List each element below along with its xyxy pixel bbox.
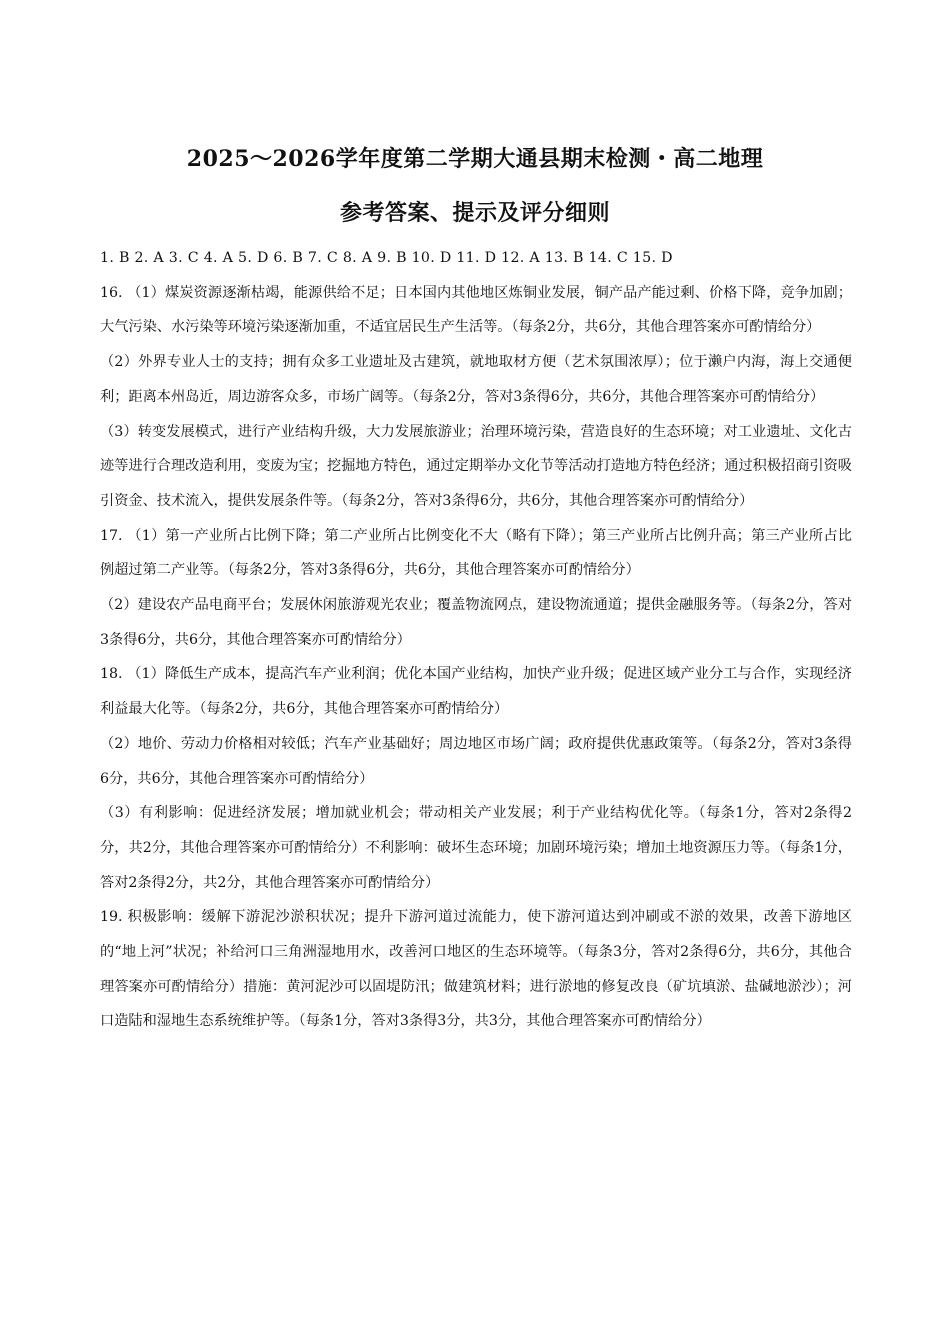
answer-19: 19. 积极影响：缓解下游泥沙淤积状况；提升下游河道过流能力，使下游河道达到冲刷或不淤的效果，改善下游地区的“地上河”状况；补给河口三角洲湿地用水，改善河口地区的生态环境等。（每条3分，答对2条得6分，共6分，其他合理答案亦可酌情给分）措施：黄河泥沙可以固堤防汛；做建筑材料；进行淤地的修复改良（矿坑填淤、盐碱地淤沙）；河口造陆和湿地生态系统维护等。（每条1分，答对3条得3分，共3分，其他合理答案亦可酌情给分） — [100, 909, 852, 1030]
answer-17-1: 17. （1）第一产业所占比例下降；第二产业所占比例变化不大（略有下降）；第三产业所占比例升高；第三产业所占比例超过第二产业等。（每条2分，答对3条得6分，共6分，其他合理答案亦可酌情给分） — [100, 527, 852, 579]
document-subtitle: 参考答案、提示及评分细则 — [339, 200, 610, 226]
answer-16-3: （3）转变发展模式，进行产业结构升级，大力发展旅游业；治理环境污染，营造良好的生态环境；对工业遗址、文化古迹等进行合理改造利用，变废为宝；挖掘地方特色，通过定期举办文化节等活动打造地方特色经济；通过积极招商引资吸引资金、技术流入，提供发展条件等。（每条2分，答对3条得6分，共6分，其他合理答案亦可酌情给分） — [100, 423, 852, 509]
answer-content — [100, 241, 852, 1039]
answer-16-2: （2）外界专业人士的支持；拥有众多工业遗址及古建筑，就地取材方便（艺术氛围浓厚）；位于濑户内海，海上交通便利；距离本州岛近，周边游客众多，市场广阔等。（每条2分，答对3条得6分，共6分，其他合理答案亦可酌情给分） — [100, 354, 852, 405]
answer-18-1: 18. （1）降低生产成本，提高汽车产业利润；优化本国产业结构，加快产业升级；促进区域产业分工与合作，实现经济利益最大化等。（每条2分，共6分，其他合理答案亦可酌情给分） — [100, 666, 852, 718]
answer-18-2: （2）地价、劳动力价格相对较低；汽车产业基础好；周边地区市场广阔；政府提供优惠政策等。（每条2分，答对3条得6分，共6分，其他合理答案亦可酌情给分） — [100, 735, 852, 787]
document-title: 2025～2026学年度第二学期大通县期末检测・高二地理 — [186, 146, 764, 172]
answer-18-3: （3）有利影响：促进经济发展；增加就业机会；带动相关产业发展；利于产业结构优化等。（每条1分，答对2条得2分，共2分，其他合理答案亦可酌情给分）不利影响：破坏生态环境；加剧环境污染；增加土地资源压力等。（每条1分，答对2条得2分，共2分，其他合理答案亦可酌情给分） — [100, 805, 852, 891]
answer-16-1: 16. （1）煤炭资源逐渐枯竭，能源供给不足；日本国内其他地区炼铜业发展，铜产品产能过剩、价格下降，竞争加剧；大气污染、水污染等环境污染逐渐加重，不适宜居民生产生活等。（每条2分，共6分，其他合理答案亦可酌情给分） — [100, 284, 852, 336]
multiple-choice-answers: 1. B 2. A 3. C 4. A 5. D 6. B 7. C 8. A 9. B 10. D 11. D 12. A 13. B 14. C 15. D — [100, 250, 673, 266]
answer-17-2: （2）建设农产品电商平台；发展休闲旅游观光农业；覆盖物流网点，建设物流通道；提供金融服务等。（每条2分，答对3条得6分，共6分，其他合理答案亦可酌情给分） — [100, 597, 852, 648]
